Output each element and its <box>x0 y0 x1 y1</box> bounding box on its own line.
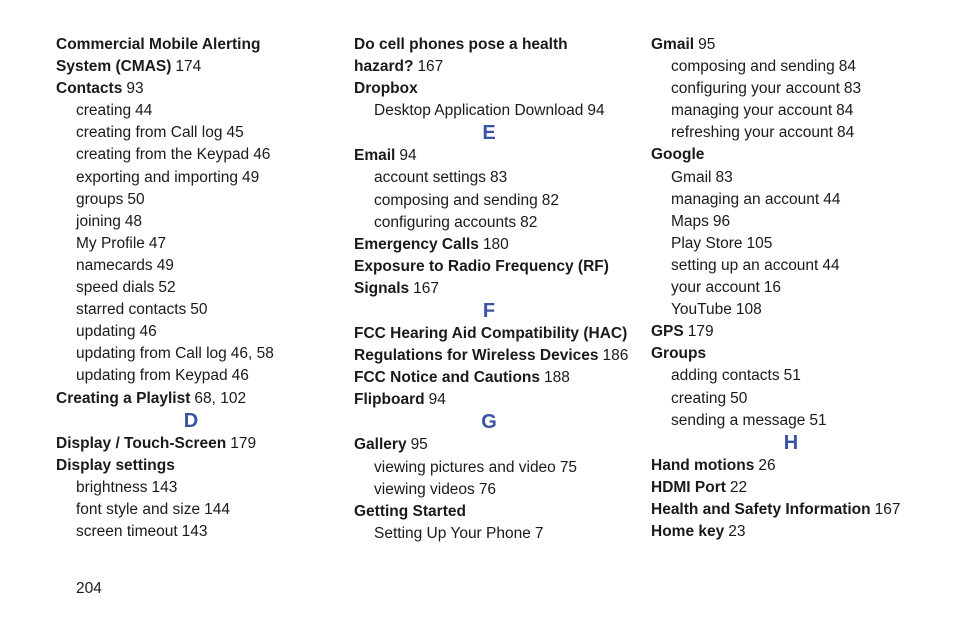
page-number: 204 <box>76 580 102 597</box>
index-term: Maps <box>671 212 709 230</box>
index-entry <box>651 477 931 499</box>
index-term: setting up an account <box>671 256 819 274</box>
page-reference: 144 <box>204 500 230 518</box>
page-reference: 44 <box>822 256 840 274</box>
index-subentry <box>651 122 931 144</box>
index-term: FCC Notice and Cautions <box>354 369 541 387</box>
index-term: Signals <box>354 279 410 297</box>
index-term: configuring your account <box>671 80 840 98</box>
index-term: Commercial Mobile Alerting <box>56 36 261 53</box>
page-reference: 51 <box>809 411 827 429</box>
index-term: creating <box>76 102 132 120</box>
index-subentry <box>56 365 326 387</box>
page-reference: 83 <box>490 169 508 187</box>
index-term: viewing pictures and video <box>374 458 556 476</box>
page-reference: 179 <box>687 323 714 341</box>
index-entry <box>354 56 624 78</box>
index-subentry <box>651 100 931 122</box>
page-reference: 75 <box>559 458 578 476</box>
index-subentry <box>354 100 624 122</box>
page-reference: 105 <box>746 234 773 252</box>
index-entry <box>651 455 931 477</box>
index-term: Emergency Calls <box>354 235 479 253</box>
page-reference: 83 <box>843 80 862 98</box>
page-reference: 7 <box>534 524 544 542</box>
section-letter: H <box>783 431 799 454</box>
index-entry <box>354 367 624 389</box>
index-entry <box>354 145 624 167</box>
index-term: joining <box>76 212 121 230</box>
page-reference: 179 <box>230 434 257 452</box>
index-term: Hand motions <box>651 456 755 474</box>
index-term: Display settings <box>56 456 175 474</box>
index-term: HDMI Port <box>651 478 726 496</box>
index-subentry <box>56 299 326 321</box>
index-entry <box>56 433 326 455</box>
index-entry <box>354 256 624 278</box>
index-term: screen timeout <box>76 522 178 540</box>
index-entry <box>651 499 931 521</box>
section-letter: G <box>481 411 497 434</box>
page-reference: 93 <box>126 80 144 98</box>
index-subentry <box>651 233 931 255</box>
index-subentry <box>651 255 931 277</box>
page-reference: 84 <box>836 124 855 142</box>
index-term: Gallery <box>354 436 407 454</box>
index-subentry <box>56 277 326 299</box>
page-reference: 68, 102 <box>194 389 247 407</box>
index-entry <box>354 34 624 56</box>
index-subentry <box>354 190 624 212</box>
page-reference: 174 <box>175 58 202 76</box>
page-reference: 76 <box>478 480 497 498</box>
index-entry <box>354 234 624 256</box>
page-reference: 46 <box>231 367 249 385</box>
page-reference: 22 <box>729 478 748 496</box>
page-reference: 84 <box>836 102 854 120</box>
index-term: managing your account <box>671 102 833 120</box>
page-reference: 95 <box>410 436 428 454</box>
index-term: account settings <box>374 169 487 187</box>
index-entry <box>651 144 931 166</box>
page-reference: 143 <box>151 478 178 496</box>
page-reference: 49 <box>156 256 174 274</box>
page-reference: 46 <box>139 323 157 341</box>
index-subentry <box>651 167 931 189</box>
index-subentry <box>651 365 931 387</box>
index-term: brightness <box>76 478 148 496</box>
page-reference: 167 <box>874 500 901 518</box>
index-term: Do cell phones pose a health <box>354 36 568 53</box>
index-term: Regulations for Wireless Devices <box>354 347 599 365</box>
index-subentry <box>56 233 326 255</box>
index-subentry <box>56 100 326 122</box>
section-letter: F <box>482 300 496 323</box>
page-reference: 51 <box>783 367 801 385</box>
index-column-3 <box>651 34 931 543</box>
index-term: configuring accounts <box>374 213 517 231</box>
index-term: hazard? <box>354 58 414 76</box>
index-term: GPS <box>651 323 684 341</box>
page-reference: 96 <box>712 212 731 230</box>
index-subentry <box>651 299 931 321</box>
index-entry <box>354 78 624 100</box>
index-term: Desktop Application Download <box>374 102 584 120</box>
section-letter: E <box>482 122 496 145</box>
page-reference: 50 <box>127 190 145 208</box>
index-term: Play Store <box>671 234 743 252</box>
index-term: viewing videos <box>374 480 475 498</box>
index-term: creating from the Keypad <box>76 146 250 164</box>
index-term: updating from Call log <box>76 345 227 363</box>
index-term: System (CMAS) <box>56 58 172 76</box>
index-entry <box>56 455 326 477</box>
page-reference: 167 <box>417 58 444 76</box>
index-entry <box>56 388 326 410</box>
index-subentry <box>354 523 624 545</box>
index-term: YouTube <box>671 301 732 319</box>
page-reference: 167 <box>413 279 440 297</box>
index-term: creating <box>671 389 727 407</box>
index-entry <box>354 389 624 411</box>
index-term: Health and Safety Information <box>651 500 871 518</box>
index-subentry <box>651 56 931 78</box>
index-subentry <box>354 167 624 189</box>
page-reference: 50 <box>190 301 208 319</box>
index-entry <box>56 56 326 78</box>
index-subentry <box>651 388 931 410</box>
index-term: composing and sending <box>671 58 835 76</box>
index-term: speed dials <box>76 279 155 297</box>
page-reference: 49 <box>242 168 260 186</box>
page-reference: 82 <box>520 213 538 231</box>
index-term: Flipboard <box>354 391 425 409</box>
index-subentry <box>56 122 326 144</box>
index-subentry <box>56 321 326 343</box>
page-reference: 46 <box>253 146 271 164</box>
page-reference: 48 <box>124 212 143 230</box>
index-term: Groups <box>651 345 707 363</box>
index-subentry <box>651 277 931 299</box>
index-entry <box>56 78 326 100</box>
index-term: starred contacts <box>76 301 187 319</box>
index-term: sending a message <box>671 411 806 429</box>
index-entry <box>56 34 326 56</box>
index-entry <box>651 321 931 343</box>
index-subentry <box>354 212 624 234</box>
index-term: namecards <box>76 256 153 274</box>
page-reference: 95 <box>698 36 716 53</box>
page-reference: 44 <box>823 190 841 208</box>
page-reference: 26 <box>758 456 776 474</box>
index-subentry <box>56 521 326 543</box>
index-term: FCC Hearing Aid Compatibility (HAC) <box>354 325 628 343</box>
index-term: Dropbox <box>354 80 418 98</box>
section-letter: D <box>183 409 199 432</box>
index-term: managing an account <box>671 190 820 208</box>
page-reference: 84 <box>838 58 856 76</box>
index-term: Gmail <box>651 36 695 53</box>
page-reference: 94 <box>587 102 605 120</box>
index-subentry <box>56 255 326 277</box>
index-term: composing and sending <box>374 191 538 209</box>
page-reference: 82 <box>541 191 559 209</box>
index-entry <box>651 343 931 365</box>
page-reference: 52 <box>158 279 176 297</box>
index-term: exporting and importing <box>76 168 238 186</box>
index-subentry <box>354 479 624 501</box>
index-subentry <box>651 189 931 211</box>
index-column-2 <box>354 34 629 545</box>
index-entry <box>651 34 931 56</box>
page-reference: 50 <box>730 389 748 407</box>
index-subentry <box>354 457 624 479</box>
page-reference: 186 <box>602 347 629 365</box>
page-reference: 94 <box>428 391 446 409</box>
index-subentry <box>651 211 931 233</box>
index-term: Gmail <box>671 168 712 186</box>
index-term: Exposure to Radio Frequency (RF) <box>354 257 609 275</box>
index-subentry <box>56 189 326 211</box>
page-reference: 83 <box>715 168 733 186</box>
page-reference: 23 <box>728 522 746 540</box>
index-entry <box>354 278 624 300</box>
index-subentry <box>56 211 326 233</box>
index-column-1 <box>56 34 326 543</box>
index-term: updating <box>76 323 136 341</box>
index-term: Home key <box>651 522 725 540</box>
index-subentry <box>56 343 326 365</box>
index-entry <box>354 434 624 456</box>
index-entry <box>354 501 624 523</box>
index-subentry <box>651 78 931 100</box>
index-term: your account <box>671 279 760 297</box>
index-subentry <box>56 144 326 166</box>
index-term: Google <box>651 146 705 164</box>
index-entry <box>354 323 628 345</box>
page-reference: 44 <box>135 102 153 120</box>
index-term: My Profile <box>76 234 145 252</box>
page-reference: 47 <box>148 234 167 252</box>
index-term: Creating a Playlist <box>56 389 191 407</box>
page-reference: 46, 58 <box>230 345 274 363</box>
index-subentry <box>56 477 326 499</box>
index-entry <box>651 521 931 543</box>
page-reference: 108 <box>735 301 762 319</box>
page-reference: 16 <box>763 279 781 297</box>
index-term: adding contacts <box>671 367 780 385</box>
index-entry <box>354 345 629 367</box>
page-reference: 188 <box>544 369 570 387</box>
index-term: updating from Keypad <box>76 367 228 385</box>
page-reference: 94 <box>399 147 417 165</box>
index-term: font style and size <box>76 500 201 518</box>
index-subentry <box>651 410 931 432</box>
page-reference: 180 <box>482 235 509 253</box>
index-term: groups <box>76 190 124 208</box>
index-term: creating from Call log <box>76 124 223 142</box>
index-term: refreshing your account <box>671 124 833 142</box>
index-term: Contacts <box>56 80 123 98</box>
index-subentry <box>56 499 326 521</box>
index-subentry <box>56 167 326 189</box>
index-term: Email <box>354 147 396 165</box>
page-reference: 143 <box>181 522 208 540</box>
page-reference: 45 <box>226 124 244 142</box>
index-term: Getting Started <box>354 502 466 520</box>
index-term: Setting Up Your Phone <box>374 524 531 542</box>
index-term: Display / Touch-Screen <box>56 434 227 452</box>
